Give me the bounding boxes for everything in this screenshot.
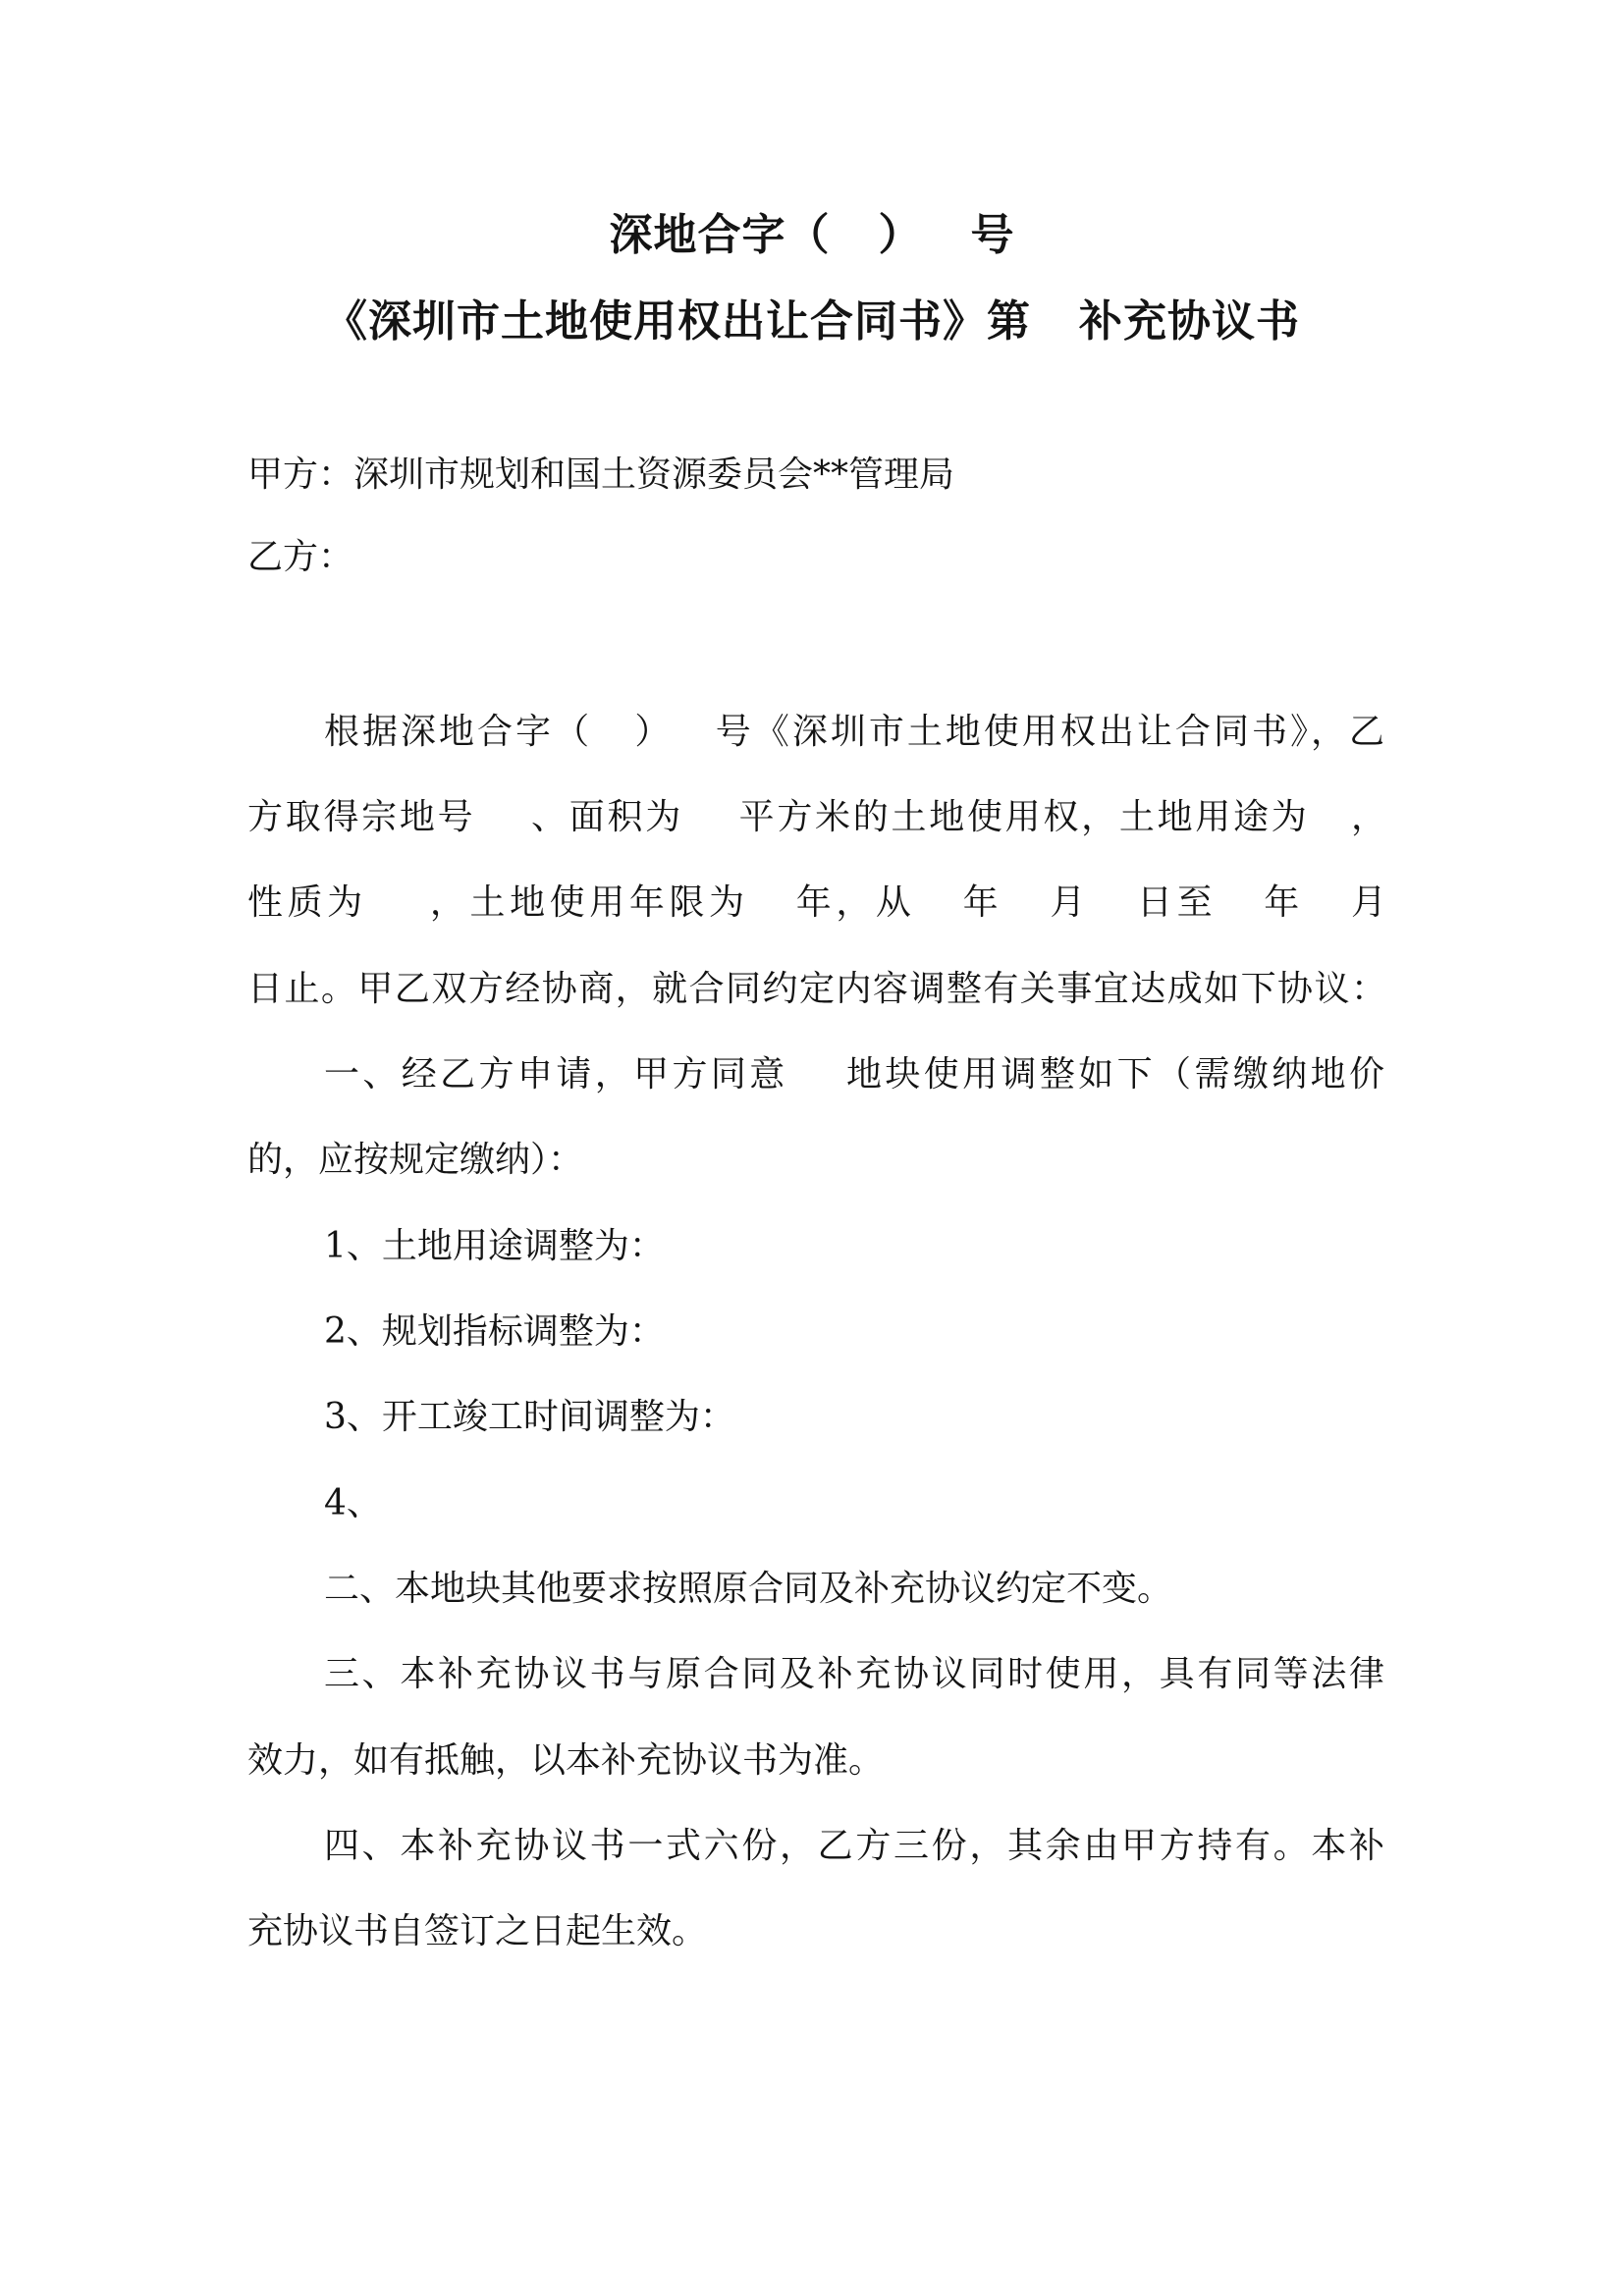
preamble-line: 日止。甲乙双方经协商，就合同约定内容调整有关事宜达成如下协议：	[247, 969, 1386, 1009]
document-subtitle: 《深圳市土地使用权出让合同书》第 补充协议书	[324, 296, 1300, 347]
clause-1-item: 1、土地用途调整为：	[324, 1226, 665, 1266]
clause-1-item: 2、规划指标调整为：	[324, 1311, 665, 1352]
party-b-line: 乙方：	[247, 537, 354, 577]
clause-1-item: 3、开工竣工时间调整为：	[324, 1397, 735, 1437]
clause-2-line: 二、本地块其他要求按照原合同及补充协议约定不变。	[324, 1569, 1173, 1609]
clause-4-line: 充协议书自签订之日起生效。	[247, 1911, 708, 1951]
preamble-line: 性质为 ，土地使用年限为 年，从 年 月 日至 年 月	[247, 882, 1386, 923]
clause-1-line: 一、经乙方申请，甲方同意 地块使用调整如下（需缴纳地价	[324, 1054, 1384, 1095]
preamble-line: 方取得宗地号 、面积为 平方米的土地使用权，土地用途为 ，	[247, 797, 1386, 837]
clause-1-item: 4、	[324, 1483, 382, 1523]
clause-3-line: 三、本补充协议书与原合同及补充协议同时使用，具有同等法律	[324, 1654, 1384, 1694]
clause-3-line: 效力，如有抵触，以本补充协议书为准。	[247, 1740, 885, 1781]
clause-4-line: 四、本补充协议书一式六份，乙方三份，其余由甲方持有。本补	[324, 1826, 1384, 1866]
document-title: 深地合字（ ） 号	[609, 210, 1015, 260]
clause-1-line: 的，应按规定缴纳）：	[247, 1140, 584, 1180]
preamble-line: 根据深地合字（ ） 号《深圳市土地使用权出让合同书》，乙	[324, 712, 1384, 752]
party-a-line: 甲方：深圳市规划和国土资源委员会**管理局	[247, 454, 955, 495]
